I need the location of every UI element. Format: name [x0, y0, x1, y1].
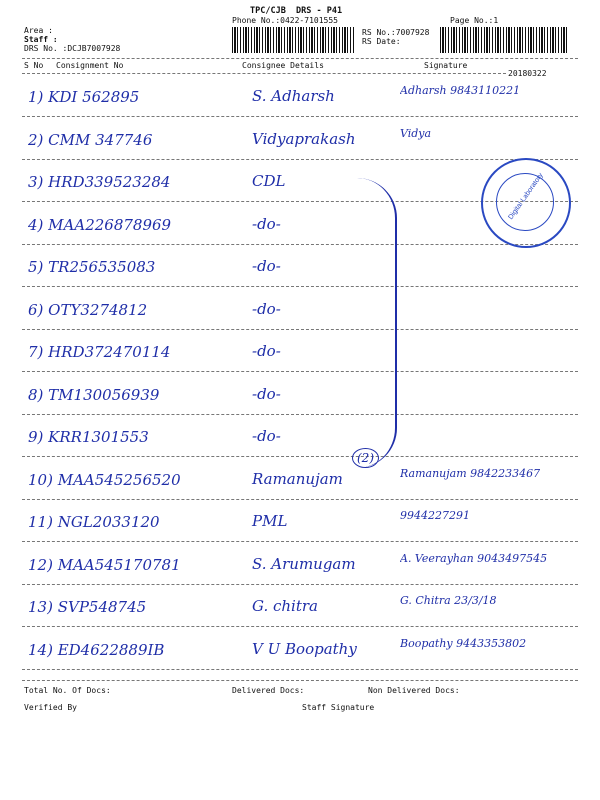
consignment-number: 7) HRD372470114 [28, 343, 171, 361]
signature: Adharsh 9843110221 [400, 84, 521, 97]
row-divider [22, 626, 578, 627]
consignment-number: 8) TM130056939 [28, 386, 160, 404]
consignment-number: 12) MAA545170781 [28, 556, 181, 574]
verified-by: Verified By [24, 703, 77, 712]
col-sno: S No [24, 61, 44, 70]
rs-number: RS No.:7007928 [362, 28, 430, 37]
row-divider [22, 414, 578, 415]
consignment-number: 10) MAA545256520 [28, 471, 181, 489]
staff-signature: Staff Signature [302, 703, 375, 712]
signature: Boopathy 9443353802 [400, 637, 527, 650]
signature: Ramanujam 9842233467 [400, 467, 541, 480]
area-label: Area : [24, 26, 53, 35]
bracket-mark [335, 178, 397, 468]
consignee-name: PML [252, 512, 288, 530]
header-title: TPC/CJB DRS - P41 [250, 6, 343, 16]
row-divider [22, 584, 578, 585]
consignee-name: Vidyaprakash [252, 130, 356, 148]
row-divider [22, 669, 578, 670]
consignment-number: 6) OTY3274812 [28, 301, 148, 319]
consignment-number: 11) NGL2033120 [28, 513, 160, 531]
signature: A. Veerayhan 9043497545 [400, 552, 548, 565]
consignee-name: -do- [252, 300, 281, 318]
consignee-name: S. Arumugam [252, 555, 356, 573]
row-divider [22, 541, 578, 542]
consignee-name: Ramanujam [252, 470, 343, 488]
col-consignment: Consignment No [56, 61, 124, 70]
consignment-number: 4) MAA226878969 [28, 216, 172, 234]
page-number: Page No.:1 [450, 16, 499, 25]
consignment-number: 9) KRR1301553 [28, 428, 149, 446]
divider [22, 73, 506, 74]
row-divider [22, 116, 578, 117]
signature: 9944227291 [400, 509, 470, 522]
consignment-number: 14) ED4622889IB [28, 641, 165, 659]
consignee-name: S. Adharsh [252, 87, 335, 105]
date-stamp: 20180322 [508, 69, 547, 78]
divider [22, 680, 578, 681]
phone-number: Phone No.:0422-7101555 [232, 16, 338, 25]
lab-stamp [481, 158, 571, 248]
row-divider [22, 456, 578, 457]
signature: Vidya [400, 127, 432, 140]
consignee-name: -do- [252, 427, 281, 445]
consignment-number: 1) KDI 562895 [28, 88, 140, 106]
row-divider [22, 329, 578, 330]
col-signature: Signature [424, 61, 468, 70]
stamp-text: Digital Laboratory [507, 172, 545, 221]
consignee-name: G. chitra [252, 597, 318, 615]
barcode-right [440, 27, 568, 53]
rs-date: RS Date: [362, 37, 401, 46]
bracket-note: (2) [352, 448, 379, 468]
row-divider [22, 244, 578, 245]
consignment-number: 13) SVP548745 [28, 598, 147, 616]
staff-label: Staff : [24, 35, 58, 44]
barcode-left [232, 27, 354, 53]
row-divider [22, 499, 578, 500]
consignee-name: CDL [252, 172, 286, 190]
non-delivered-docs: Non Delivered Docs: [368, 686, 460, 695]
consignee-name: V U Boopathy [252, 640, 357, 658]
divider [22, 58, 578, 59]
row-divider [22, 159, 578, 160]
row-divider [22, 371, 578, 372]
consignment-number: 5) TR256535083 [28, 258, 156, 276]
consignee-name: -do- [252, 342, 281, 360]
signature: G. Chitra 23/3/18 [400, 594, 497, 607]
consignment-number: 2) CMM 347746 [28, 131, 153, 149]
consignee-name: -do- [252, 257, 281, 275]
consignee-name: -do- [252, 215, 281, 233]
row-divider [22, 286, 578, 287]
consignment-number: 3) HRD339523284 [28, 173, 171, 191]
delivered-docs: Delivered Docs: [232, 686, 305, 695]
consignee-name: -do- [252, 385, 281, 403]
total-docs: Total No. Of Docs: [24, 686, 111, 695]
drs-number: DRS No. :DCJB7007928 [24, 44, 121, 53]
col-consignee: Consignee Details [242, 61, 324, 70]
